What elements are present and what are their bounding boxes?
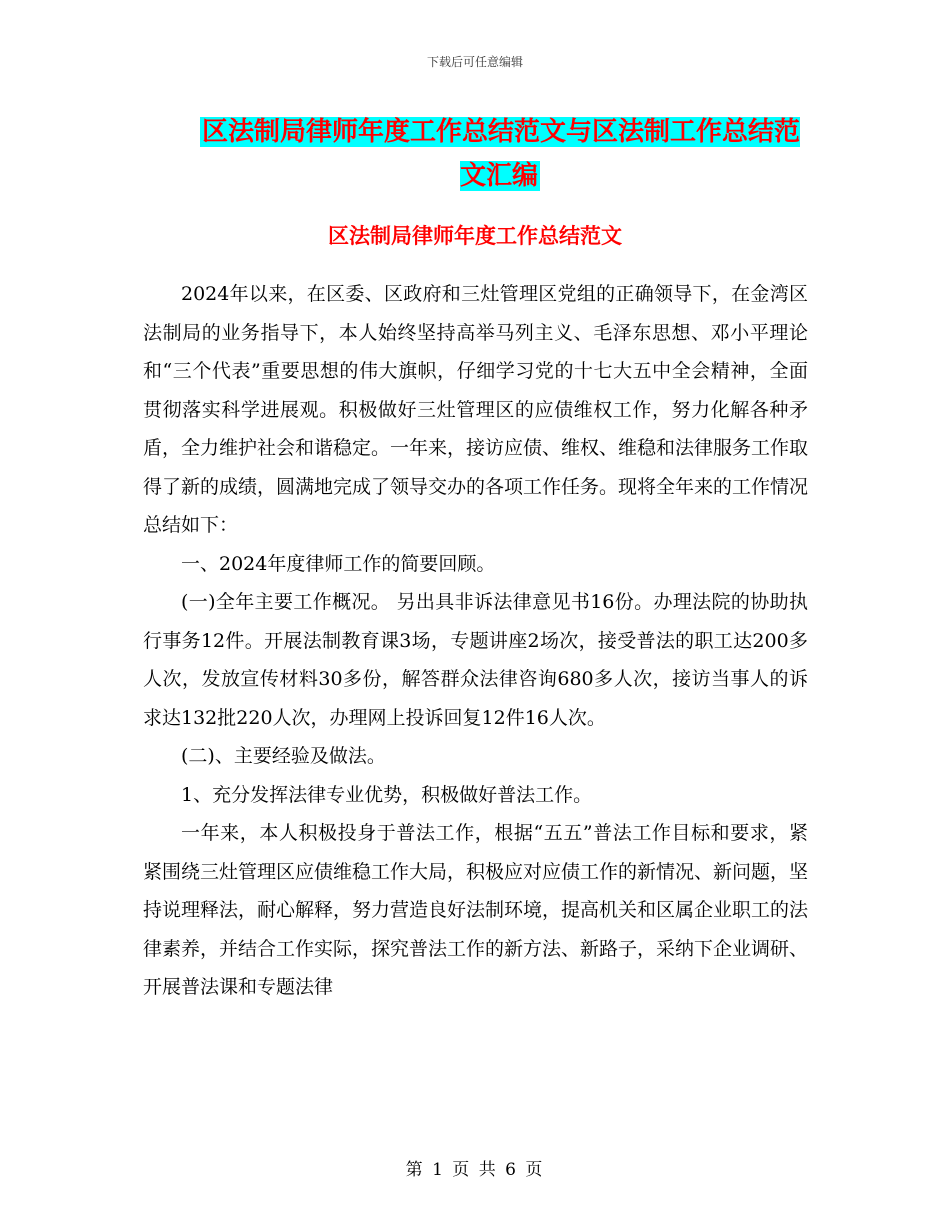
header-note: 下载后可任意编辑 <box>426 55 523 69</box>
paragraph-heading-point-1: 1、充分发挥法律专业优势，积极做好普法工作。 <box>181 783 593 806</box>
page-footer: 第 1 页 共 6 页 <box>405 1160 545 1180</box>
paragraph-heading-experience: (二)、主要经验及做法。 <box>181 745 386 767</box>
section-title: 区法制局律师年度工作总结范文 <box>328 224 622 248</box>
document-body <box>143 275 808 1007</box>
document-title <box>190 110 810 198</box>
document-title-text: 区法制局律师年度工作总结范文与区法制工作总结范文汇编 <box>201 117 800 191</box>
paragraph-overview: (一)全年主要工作概况。 另出具非诉法律意见书16份。办理法院的协助执行事务12件。开展法制教育课3场，专题讲座2场次，接受普法的职工达200多人次，发放宣传材料30多份，解答群众法律咨询680多人次，接访当事人的诉求达132批220人次，办理网上投诉回复12件16人次。 <box>143 591 808 729</box>
paragraph-propaganda: 一年来，本人积极投身于普法工作，根据“五五”普法工作目标和要求，紧紧围绕三灶管理区应债维稳工作大局，积极应对应债工作的新情况、新问题，坚持说理释法，耐心解释，努力营造良好法制环境，提高机关和区属企业职工的法律素养，并结合工作实际，探究普法工作的新方法、新路子，采纳下企业调研、开展普法课和专题法律 <box>143 822 809 998</box>
paragraph-heading-review: 一、2024年度律师工作的简要回顾。 <box>181 552 496 575</box>
paragraph-intro: 2024年以来，在区委、区政府和三灶管理区党组的正确领导下，在金湾区法制局的业务指导下，本人始终坚持高举马列主义、毛泽东思想、邓小平理论和“三个代表”重要思想的伟大旗帜，仔细学习党的十七大五中全会精神，全面贯彻落实科学进展观。积极做好三灶管理区的应债维权工作，努力化解各种矛盾，全力维护社会和谐稳定。一年来，接访应债、维权、维稳和法律服务工作取得了新的成绩，圆满地完成了领导交办的各项工作任务。现将全年来的工作情况总结如下： <box>143 283 809 536</box>
